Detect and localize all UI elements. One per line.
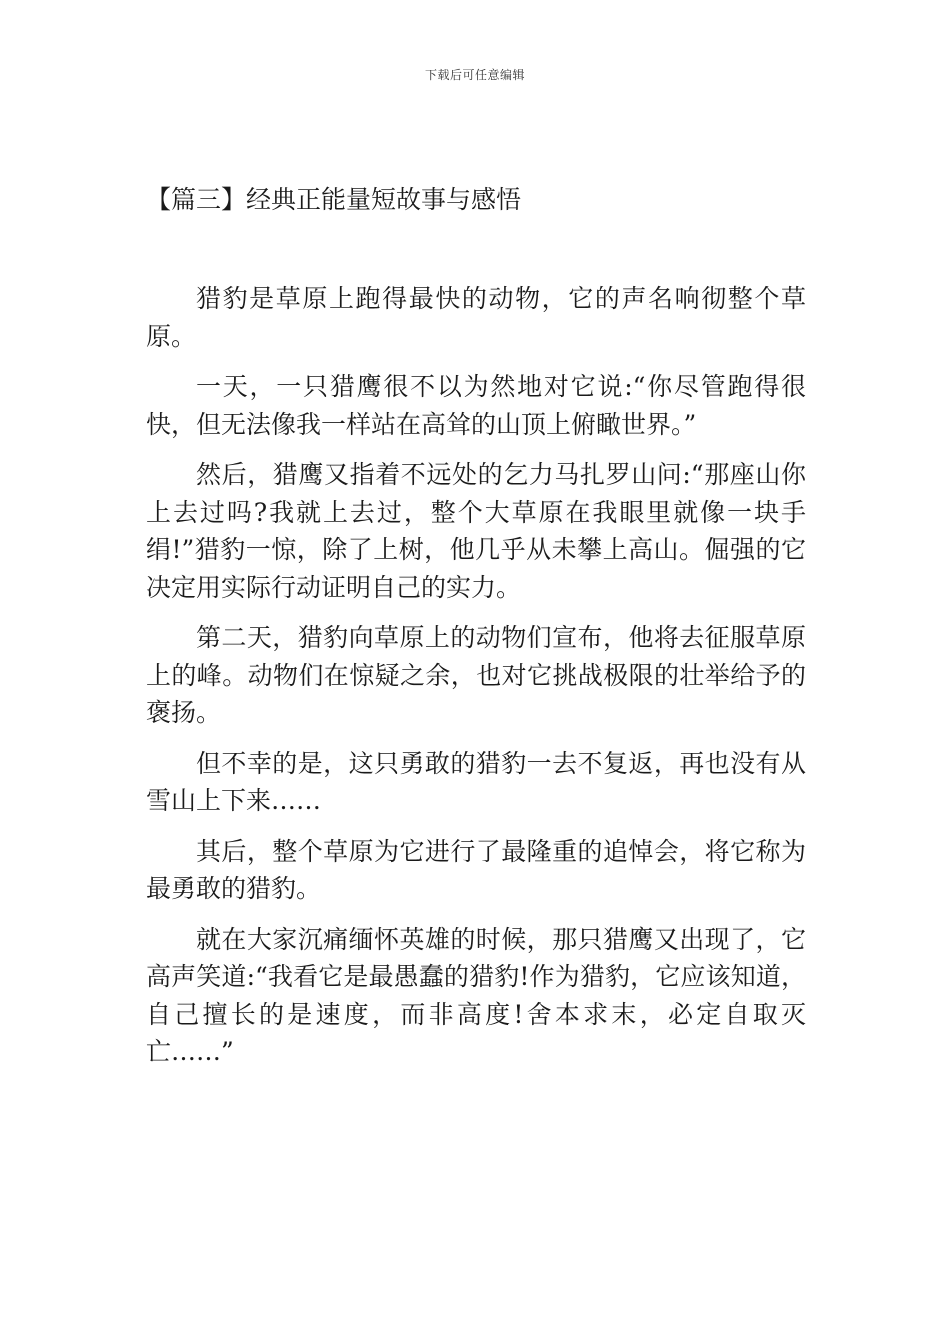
paragraph: 第二天，猎豹向草原上的动物们宣布，他将去征服草原上的峰。动物们在惊疑之余，也对它挑战极限的壮举给予的褒扬。 bbox=[146, 623, 806, 727]
paragraph: 猎豹是草原上跑得最快的动物，它的声名响彻整个草原。 bbox=[146, 284, 806, 351]
document-body bbox=[146, 280, 806, 1084]
paragraph: 然后，猎鹰又指着不远处的乞力马扎罗山问:“那座山你上去过吗?我就上去过，整个大草原在我眼里就像一块手绢!”猎豹一惊，除了上树，他几乎从未攀上高山。倔强的它决定用实际行动证明自己的实力。 bbox=[146, 460, 806, 602]
paragraph: 但不幸的是，这只勇敢的猎豹一去不复返，再也没有从雪山上下来…… bbox=[146, 748, 806, 815]
header-note: 下载后可任意编辑 bbox=[424, 68, 525, 82]
paragraph: 一天，一只猎鹰很不以为然地对它说:“你尽管跑得很快，但无法像我一样站在高耸的山顶上俯瞰世界。” bbox=[146, 372, 806, 439]
document-title: 【篇三】经典正能量短故事与感悟 bbox=[146, 185, 522, 214]
paragraph: 就在大家沉痛缅怀英雄的时候，那只猎鹰又出现了，它高声笑道:“我看它是最愚蠢的猎豹!作为猎豹，它应该知道，自己擅长的是速度，而非高度!舍本求末，必定自取灭亡……” bbox=[146, 924, 806, 1066]
paragraph: 其后，整个草原为它进行了最隆重的追悼会，将它称为最勇敢的猎豹。 bbox=[146, 836, 806, 903]
